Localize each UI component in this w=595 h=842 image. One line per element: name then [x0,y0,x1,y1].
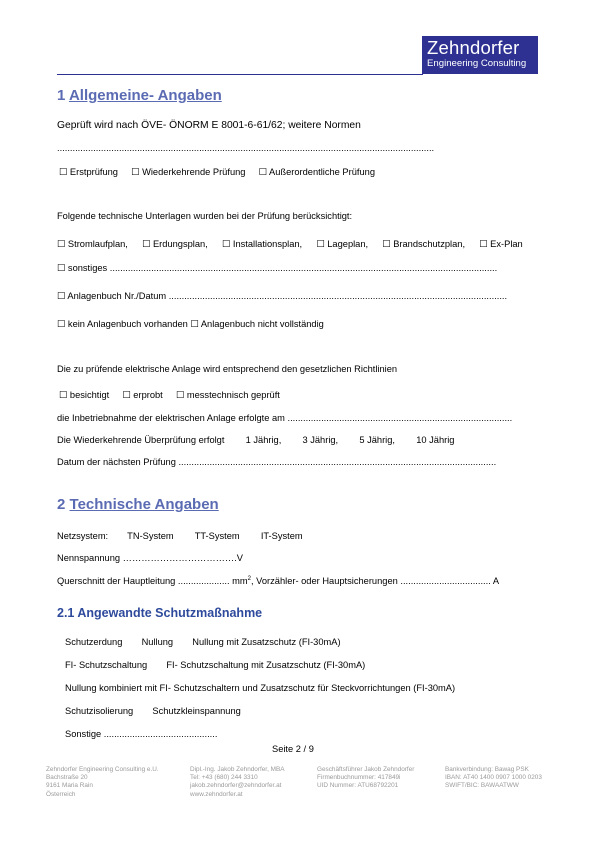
checkbox-circuit-diagram[interactable]: ☐ Stromlaufplan, [57,239,128,249]
option-5-years[interactable]: 5 Jährig, [359,435,396,445]
checkbox-ex-plan[interactable]: ☐ Ex-Plan [479,239,523,249]
network-label: Netzsystem: [57,531,109,541]
option-rcd-circuit-additional[interactable]: FI- Schutzschaltung mit Zusatzschutz (FI-30mA) [166,660,366,670]
cross-section-field[interactable]: Querschnitt der Hauptleitung .................... $mm^2$, Vorzähler- oder Hauptsicherungen ................................... A [57,576,500,587]
section-1-title: Allgemeine- Angaben [68,87,222,104]
logo-subtitle: Engineering Consulting [427,58,527,69]
tested-per-standard: Geprüft wird nach ÖVE- ÖNORM E 8001-6-61/62; weitere Normen [57,120,361,131]
footer-bank: Bankverbindung: Bawag PSK IBAN: AT40 1400 0907 1000 0203 SWIFT/BIC: BAWAATWW [445,766,542,790]
section-2-title: Technische Angaben [69,496,219,513]
recurring-label: Die Wiederkehrende Überprüfung erfolgt [57,435,225,445]
inspection-row [59,389,280,401]
footer-website-link[interactable]: www.zehndorfer.at [190,790,243,798]
checkbox-installation-plan[interactable]: ☐ Installationsplan, [221,239,303,249]
option-3-years[interactable]: 3 Jährig, [302,435,339,445]
option-it-system[interactable]: IT-System [260,531,303,541]
checkbox-site-plan[interactable]: ☐ Lageplan, [316,239,369,249]
checkbox-inspected[interactable]: ☐ besichtigt [59,390,110,400]
legal-intro: Die zu prüfende elektrische Anlage wird entsprechend den gesetzlichen Richtlinien [57,364,398,374]
other-protection-field[interactable]: Sonstige ............................................ [65,729,218,739]
next-test-date-field[interactable]: Datum der nächsten Prüfung ........................................................................................................................... [57,457,497,467]
test-type-row [59,166,375,178]
footer-registry: Geschäftsführer Jakob Zehndorfer Firmenbuchnummer: 417849i UID Nummer: ATU68792201 [317,766,415,790]
section-2-heading: 2 Technische Angaben [57,496,219,513]
checkbox-recurring-test[interactable]: ☐ Wiederkehrende Prüfung [131,167,246,177]
docs-intro: Folgende technische Unterlagen wurden bei der Prüfung berücksichtigt: [57,211,353,221]
option-protective-earthing[interactable]: Schutzerdung [65,637,123,647]
option-combined-protection[interactable]: Nullung kombiniert mit FI- Schutzschaltern und Zusatzschutz für Steckvorrichtungen (FI-30mA) [65,683,456,693]
docs-other-field[interactable]: ☐ sonstiges ...................................................................................................................................................... [57,263,498,273]
footer-company: Zehndorfer Engineering Consulting e.U. Bachstraße 20 9161 Maria Rain Österreich [46,766,159,798]
recurring-row [57,434,454,446]
checkbox-grounding-plan[interactable]: ☐ Erdungsplan, [142,239,208,249]
option-rcd-circuit[interactable]: FI- Schutzschaltung [65,660,148,670]
option-neutralization[interactable]: Nullung [141,637,174,647]
protection-row-1 [65,636,341,648]
checkbox-measured[interactable]: ☐ messtechnisch geprüft [175,390,280,400]
protection-row-4 [65,705,241,717]
option-neutralization-rcd[interactable]: Nullung mit Zusatzschutz (FI-30mA) [192,637,341,647]
docs-row [57,238,523,250]
option-tt-system[interactable]: TT-System [194,531,240,541]
section-2-1-title: 2.1 Angewandte Schutzmaßnahme [57,606,263,620]
option-10-years[interactable]: 10 Jährig [416,435,455,445]
checkbox-initial-test[interactable]: ☐ Erstprüfung [59,167,118,177]
logo-name: Zehndorfer [427,37,520,58]
checkbox-fire-protection-plan[interactable]: ☐ Brandschutzplan, [382,239,466,249]
commissioning-date-field[interactable]: die Inbetriebnahme der elektrischen Anlage erfolgte am ....................................................................................... [57,413,513,423]
header-rule [57,74,423,75]
checkbox-tested[interactable]: ☐ erprobt [122,390,163,400]
footer-contact: Dipl.-Ing. Jakob Zehndorfer, MBA Tel: +43 (680) 244 3310 jakob.zehndorfer@zehndorfer.at www.zehndorfer.at [190,766,285,798]
logbook-options[interactable]: ☐ kein Anlagenbuch vorhanden ☐ Anlagenbuch nicht vollständig [57,319,324,329]
section-1-heading: 1 Allgemeine- Angaben [57,87,222,104]
checkbox-extraordinary-test[interactable]: ☐ Außerordentliche Prüfung [258,167,375,177]
page-number: Seite 2 / 9 [272,744,314,754]
option-1-year[interactable]: 1 Jährig, [245,435,282,445]
standards-dotted-line[interactable]: .................................................................................................................................................. [57,143,435,153]
company-logo [422,36,538,74]
protection-row-2 [65,659,365,671]
nominal-voltage-field[interactable]: Nennspannung ……………………………….V [57,553,243,563]
option-safety-extra-low-voltage[interactable]: Schutzkleinspannung [152,706,241,716]
network-system-row [57,530,303,542]
logbook-field[interactable]: ☐ Anlagenbuch Nr./Datum ................................................................................................................................... [57,291,508,301]
footer-email-link[interactable]: jakob.zehndorfer@zehndorfer.at [190,782,282,790]
option-tn-system[interactable]: TN-System [127,531,174,541]
option-protective-insulation[interactable]: Schutzisolierung [65,706,134,716]
